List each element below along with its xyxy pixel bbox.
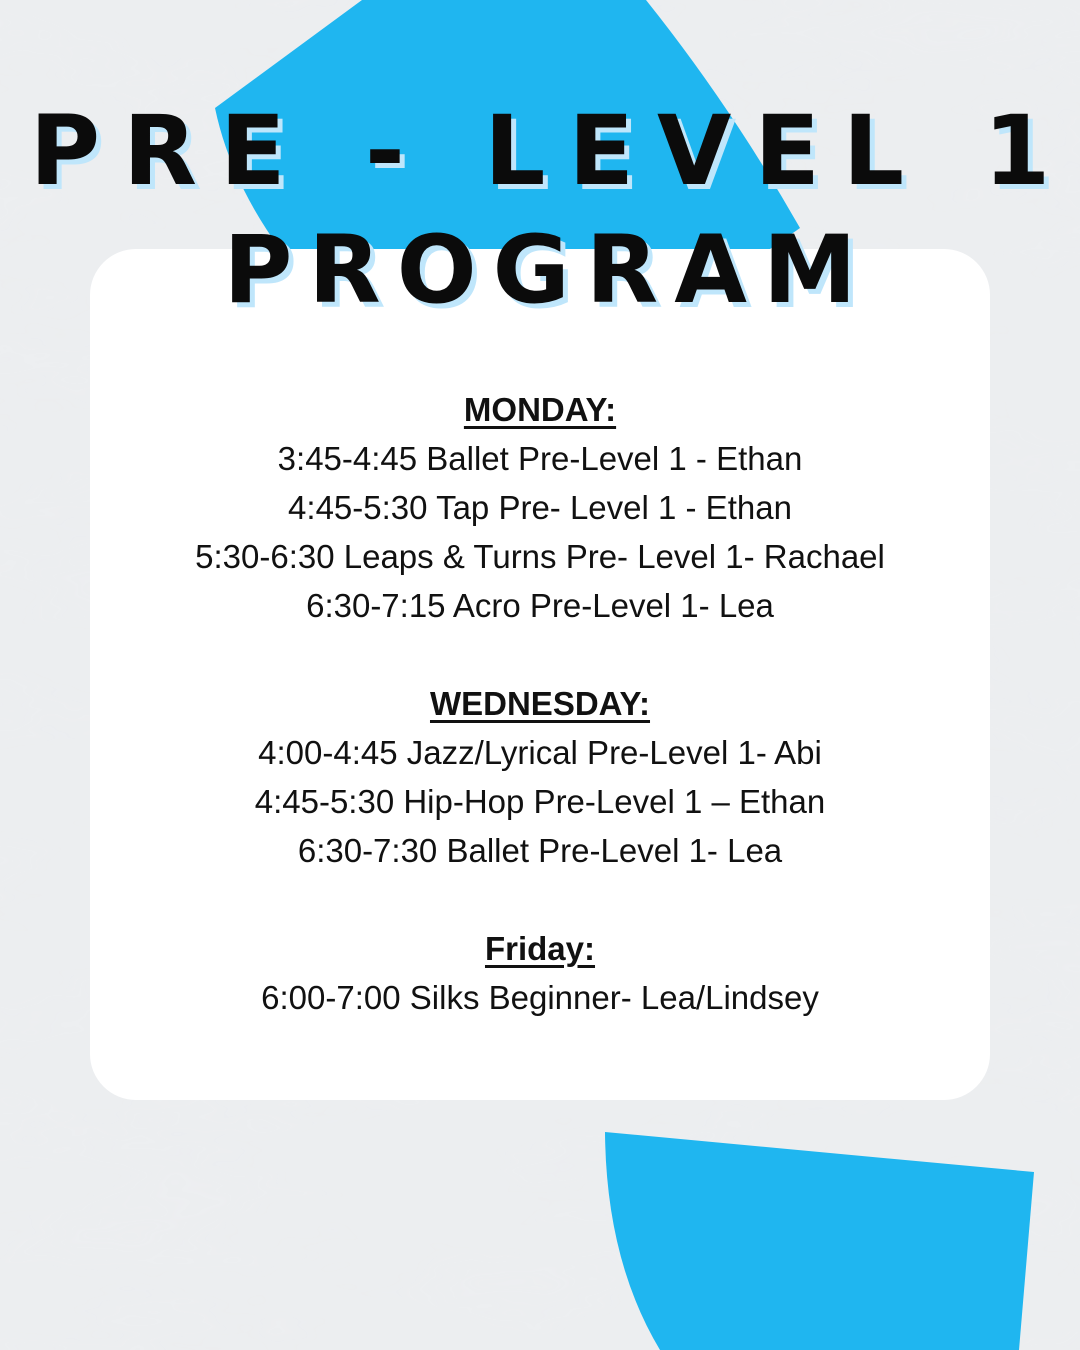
wednesday-heading: WEDNESDAY: [429,685,651,722]
page-title-line-2: PROGRAM [223,216,873,325]
monday-heading: MONDAY: [463,391,617,428]
schedule-entry: 4:45-5:30 Tap Pre- Level 1 - Ethan [288,489,792,526]
schedule-entry: 4:45-5:30 Hip-Hop Pre-Level 1 – Ethan [254,783,826,820]
schedule-entry: 3:45-4:45 Ballet Pre-Level 1 - Ethan [277,440,803,477]
class-schedule [90,385,990,1071]
wednesday-section [90,679,990,875]
friday-heading: Friday: [484,930,596,967]
page-title-line-1: PRE - LEVEL 1 [29,95,1074,207]
schedule-entry: 6:30-7:30 Ballet Pre-Level 1- Lea [297,832,783,869]
friday-section [90,924,990,1022]
schedule-entry: 5:30-6:30 Leaps & Turns Pre- Level 1- Rachael [195,538,885,575]
monday-section [90,385,990,630]
schedule-entry: 6:30-7:15 Acro Pre-Level 1- Lea [306,587,774,624]
schedule-entry: 4:00-4:45 Jazz/Lyrical Pre-Level 1- Abi [258,734,822,771]
schedule-entry: 6:00-7:00 Silks Beginner- Lea/Lindsey [261,979,819,1016]
